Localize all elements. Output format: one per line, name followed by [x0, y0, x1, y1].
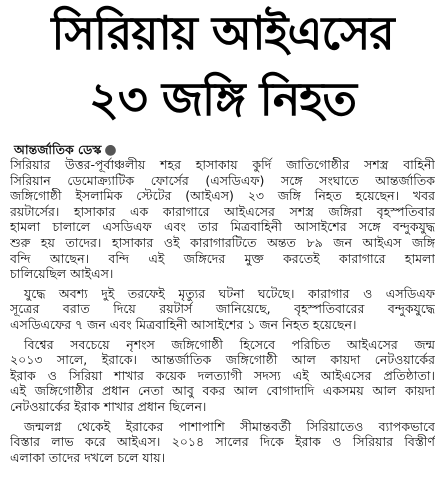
text-line: বিস্তার লাভ করে আইএস। ২০১৪ সালের দিকে ইরাক ও সিরিয়ার বিস্তীর্ণ: [10, 434, 435, 450]
text-line: রয়টার্সের। হাসাকার এক কারাগারে আইএসের সশস্ত্র জঙ্গিরা বৃহস্পতিবার: [10, 203, 435, 219]
text-line: সিরিয়ান ডেমোক্র্যাটিক ফোর্সের (এসডিএফ) সঙ্গে সংঘাতে আন্তর্জাতিক: [10, 172, 435, 188]
text-line: যুদ্ধে অবশ্য দুই তরফেই মৃত্যুর ঘটনা ঘটেছে। কারাগার ও এসডিএফ: [24, 285, 435, 301]
text-line: শুরু হয় তাদের। হাসাকার ওই কারাগারটিতে অন্তত ৮৯ জন আইএস জঙ্গি: [10, 234, 435, 250]
dateline: [14, 142, 117, 158]
paragraph: [10, 157, 435, 282]
text-line: সূত্রের বরাত দিয়ে রয়টার্স জানিয়েছে, বৃহস্পতিবারের বন্দুকযুদ্ধে: [10, 301, 435, 317]
text-line: বন্দি আছেন। বন্দি এই জঙ্গিদের মুক্ত করতেই কারাগারে হামলা: [10, 250, 435, 266]
text-line: এলাকা তাদের দখলে চলে যায়।: [10, 449, 166, 465]
text-line: সিরিয়ার উত্তর-পূর্বাঞ্চলীয় শহর হাসাকায় কুর্দি জাতিগোষ্ঠীর সশস্ত্র বাহিনী: [10, 157, 435, 172]
paragraph: [10, 337, 435, 415]
headline-line-1: সিরিয়ায় আইএসের: [51, 6, 394, 60]
text-line: এসডিএফের ৭ জন এবং মিত্রবাহিনী আসাইশের ১ জন নিহত হয়েছেন।: [10, 316, 357, 332]
paragraph: [10, 286, 435, 333]
text-line: জন্মলগ্ন থেকেই ইরাকের পাশাপাশি সীমান্তবর্তী সিরিয়াতেও ব্যাপকভাবে: [24, 418, 435, 434]
text-line: বিশ্বের সবচেয়ে নৃশংস জঙ্গিগোষ্ঠী হিসেবে পরিচিত আইএসের জন্ম: [24, 336, 435, 352]
text-line: হামলা চালালে এসডিএফ এবং তার মিত্রবাহিনী আসাইশের সঙ্গে বন্দুকযুদ্ধ: [10, 219, 435, 235]
text-line: ২০১৩ সালে, ইরাকে। আন্তর্জাতিক জঙ্গিগোষ্ঠী আল কায়দা নেটওয়ার্কের: [10, 352, 435, 368]
article-body: [10, 157, 435, 469]
bullet-icon: ●: [104, 142, 117, 158]
text-line: চালিয়েছিল আইএস।: [10, 266, 114, 282]
text-line: ইরাক ও সিরিয়া শাখার কয়েক দলত্যাগী সদস্য এই আইএসের প্রতিষ্ঠাতা।: [10, 367, 435, 383]
text-line: এই জঙ্গিগোষ্ঠীর প্রধান নেতা আবু বকর আল বোগাদাদি একসময় আল কায়দা: [10, 383, 435, 399]
dateline-label: আন্তর্জাতিক ডেস্ক: [14, 142, 102, 157]
headline-line-2: ২৩ জঙ্গি নিহত: [89, 72, 356, 126]
text-line: নেটওয়ার্কের ইরাক শাখার প্রধান ছিলেন।: [10, 398, 207, 414]
text-line: জঙ্গিগোষ্ঠী ইসলামিক স্টেটের (আইএস) ২৩ জঙ্গি নিহত হয়েছেন। খবর: [10, 188, 435, 204]
paragraph: [10, 419, 435, 466]
